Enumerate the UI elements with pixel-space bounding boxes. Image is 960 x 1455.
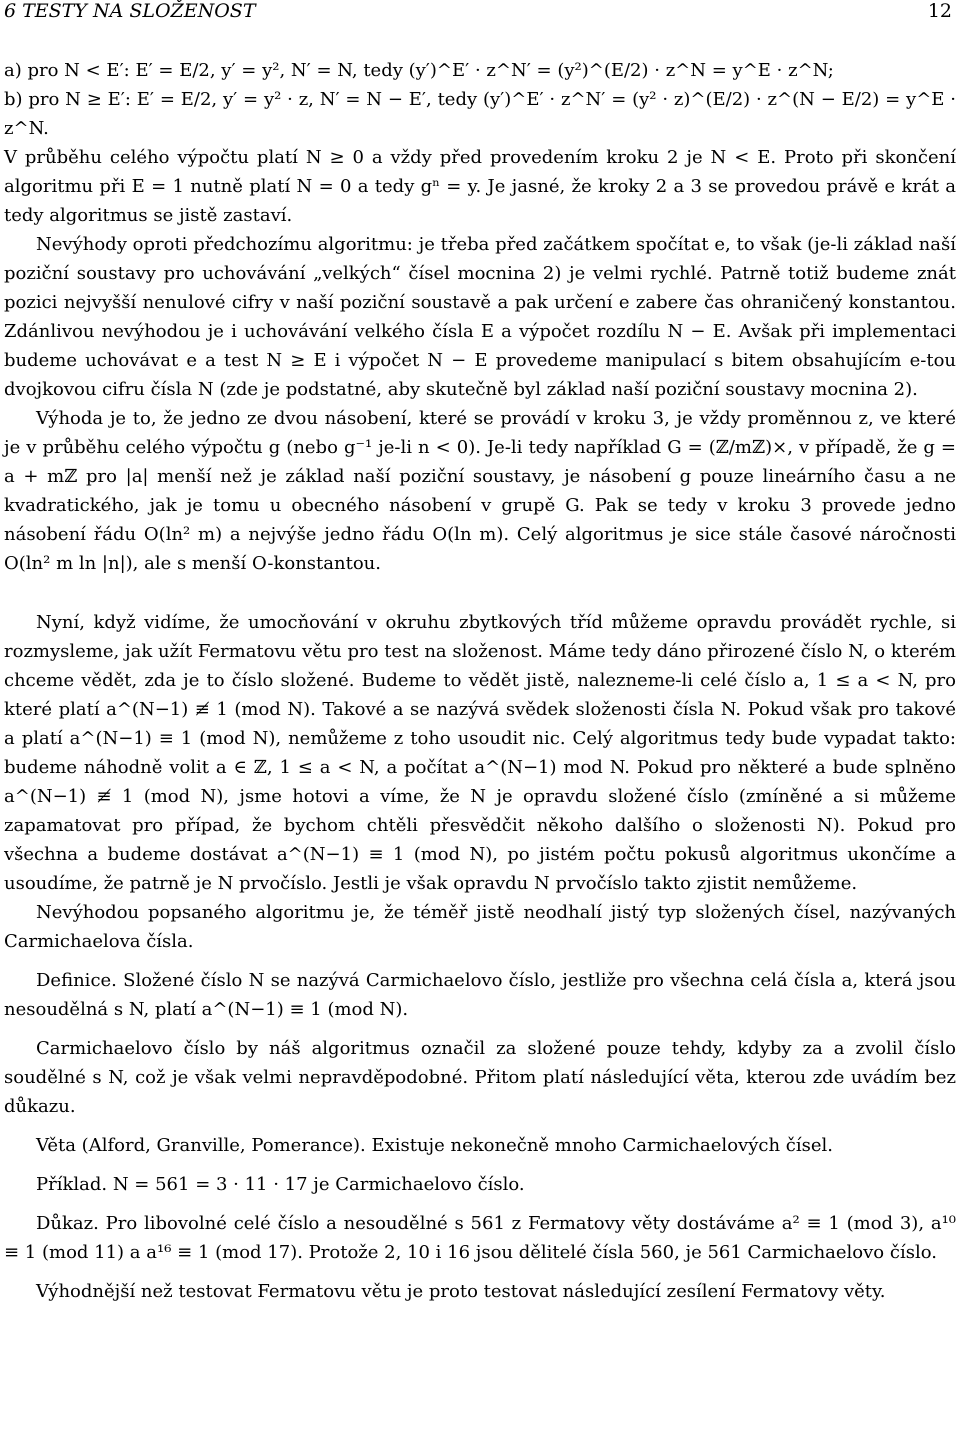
paragraph-gap [4, 1024, 956, 1034]
page-number: 12 [927, 0, 952, 22]
paragraph-gap [4, 1160, 956, 1170]
proof-paragraph: Důkaz. Pro libovolné celé číslo a nesoudělné s 561 z Fermatovy věty dostáváme a² ≡ 1 (mod 3), a¹⁰ ≡ 1 (mod 11) a a¹⁶ ≡ 1 (mod 17). Protože 2, 10 i 16 jsou dělitelé čísla 560, je 561 Carmichaelovo číslo. [4, 1213, 956, 1263]
carmichael-intro-paragraph: Nevýhodou popsaného algoritmu je, že téměř jistě neodhalí jistý typ složených čísel, nazývaných Carmichaelova čísla. [4, 902, 956, 952]
definition-paragraph: Definice. Složené číslo N se nazývá Carmichaelovo číslo, jestliže pro všechna celá čísla a, která jsou nesoudělná s N, platí a^(N−1) ≡ 1 (mod N). [4, 970, 956, 1020]
advantage-paragraph: Výhoda je to, že jedno ze dvou násobení, které se provádí v kroku 3, je vždy proměnnou z, ve které je v průběhu celého výpočtu g (nebo g⁻¹ je-li n < 0). Je-li tedy například G = (ℤ/mℤ)×, v případě, že g = a + mℤ pro |a| menší než je základ naší poziční soustavy, je násobení g pouze lineárního času a ne kvadratického, jak je tomu u obecného násobení v grupě G. Pak se tedy v kroku 3 provede jedno násobení řádu O(ln² m) a nejvýše jedno řádu O(ln m). Celý algoritmus je sice stále časové náročnosti O(ln² m ln |n|), ale s menší O-konstantou. [4, 408, 956, 574]
carmichael-remark-paragraph: Carmichaelovo číslo by náš algoritmus označil za složené pouze tehdy, kdyby za a zvolil číslo soudělné s N, což je však velmi nepravděpodobné. Přitom platí následující věta, kterou zde uvádím bez důkazu. [4, 1038, 956, 1117]
case-b-line: b) pro N ≥ E′: E′ = E/2, y′ = y² · z, N′ = N − E′, tedy (y′)^E′ · z^N′ = (y² · z)^(E/2) · z^(N − E/2) = y^E · z^N. [4, 89, 956, 139]
paragraph-gap [4, 578, 956, 608]
section-title: 6 TESTY NA SLOŽENOST [4, 0, 256, 22]
paragraph-gap [4, 1121, 956, 1131]
paragraph-gap [4, 956, 956, 966]
paragraph-gap [4, 1199, 956, 1209]
case-a-line: a) pro N < E′: E′ = E/2, y′ = y², N′ = N, tedy (y′)^E′ · z^N′ = (y²)^(E/2) · z^N = y^E · z^N; [4, 60, 834, 81]
termination-paragraph: V průběhu celého výpočtu platí N ≥ 0 a vždy před provedením kroku 2 je N < E. Proto při skončení algoritmu při E = 1 nutně platí N = 0 a tedy gⁿ = y. Je jasné, že kroky 2 a 3 se provedou právě e krát a tedy algoritmus se jistě zastaví. [4, 147, 956, 226]
disadvantages-paragraph: Nevýhody oproti předchozímu algoritmu: je třeba před začátkem spočítat e, to však (je-li základ naší poziční soustavy pro uchovávání „velkých“ čísel mocnina 2) je velmi rychlé. Patrně totiž budeme znát pozici nejvyšší nenulové cifry v naší poziční soustavě a pak určení e zabere čas ohraničený konstantou. Zdánlivou nevýhodou je i uchovávání velkého čísla E a výpočet rozdílu N − E. Avšak při implementaci budeme uchovávat e a test N ≥ E i výpočet N − E provedeme manipulací s bitem obsahujícím e-tou dvojkovou cifru čísla N (zde je podstatné, aby skutečně byl základ naší poziční soustavy mocnina 2). [4, 234, 956, 400]
page-header [4, 0, 956, 28]
paragraph-gap [4, 1267, 956, 1277]
closing-paragraph: Výhodnější než testovat Fermatovu větu je proto testovat následující zesílení Fermatovy věty. [36, 1281, 886, 1302]
theorem-paragraph: Věta (Alford, Granville, Pomerance). Existuje nekonečně mnoho Carmichaelových čísel. [36, 1135, 833, 1156]
example-paragraph: Příklad. N = 561 = 3 · 11 · 17 je Carmichaelovo číslo. [36, 1174, 525, 1195]
fermat-test-paragraph: Nyní, když vidíme, že umocňování v okruhu zbytkových tříd můžeme opravdu provádět rychle, si rozmysleme, jak užít Fermatovu větu pro test na složenost. Máme tedy dáno přirozené číslo N, o kterém chceme vědět, zda je to číslo složené. Budeme to vědět jistě, nalezneme-li celé číslo a, 1 ≤ a < N, pro které platí a^(N−1) ≢ 1 (mod N). Takové a se nazývá svědek složenosti čísla N. Pokud však pro takové a platí a^(N−1) ≡ 1 (mod N), nemůžeme z toho usoudit nic. Celý algoritmus tedy bude vypadat takto: budeme náhodně volit a ∈ ℤ, 1 ≤ a < N, a počítat a^(N−1) mod N. Pokud pro některé a bude splněno a^(N−1) ≢ 1 (mod N), jsme hotovi a víme, že N je opravdu složené číslo (zmíněné a si můžeme zapamatovat pro případ, že bychom chtěli přesvědčit někoho dalšího o složenosti N). Pokud pro všechna a budeme dostávat a^(N−1) ≡ 1 (mod N), po jistém počtu pokusů algoritmus ukončíme a usoudíme, že patrně je N prvočíslo. Jestli je však opravdu N prvočíslo takto zjistit nemůžeme. [4, 612, 956, 894]
page-body [4, 56, 956, 1306]
